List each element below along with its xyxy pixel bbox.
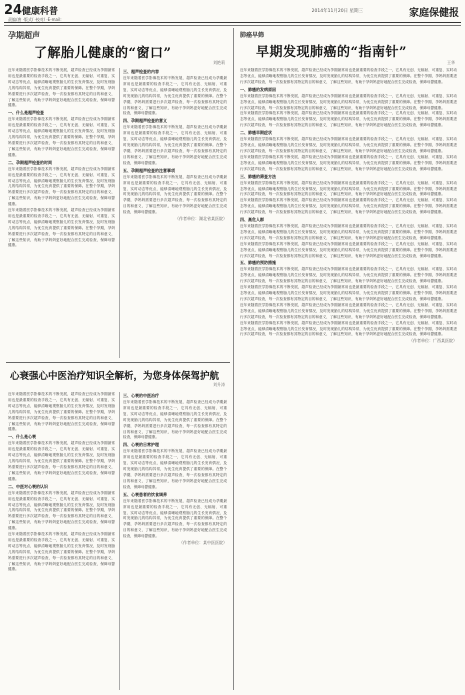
article3-subhead: 一、肺癌的发病原因 <box>240 86 276 92</box>
article2-paragraph: 近年来随着医学影像技术的不断发展，超声检查已经成为孕期最常用也是最重要的检查手段之一，它具有无创、无辐射、可重复、实时动态等优点，能够清晰地观察胎儿的生长发育情况，及时发现胎儿的结构异常，为优生优育提供了重要的保障。在整个孕期，孕妈妈需要进行多次超声检查，每一次检查都有其特定的目的和意义，了解这些知识，有助于孕妈妈更好地配合医生完成检查，保障母婴健康。 <box>8 490 115 531</box>
column-divider <box>119 392 120 690</box>
article3-paragraph: 近年来随着医学影像技术的不断发展，超声检查已经成为孕期最常用也是最重要的检查手段之一，它具有无创、无辐射、可重复、实时动态等优点，能够清晰地观察胎儿的生长发育情况，及时发现胎儿的结构异常，为优生优育提供了重要的保障。在整个孕期，孕妈妈需要进行多次超声检查，每一次检查都有其特定的目的和意义，了解这些知识，有助于孕妈妈更好地配合医生完成检查，保障母婴健康。 <box>240 241 457 258</box>
article2-column-1 <box>8 392 115 690</box>
article3-author-note: （作者单位：广西某医院） <box>409 338 457 344</box>
article1-paragraph: 近年来随着医学影像技术的不断发展，超声检查已经成为孕期最常用也是最重要的检查手段之一，它具有无创、无辐射、可重复、实时动态等优点，能够清晰地观察胎儿的生长发育情况，及时发现胎儿的结构异常，为优生优育提供了重要的保障。在整个孕期，孕妈妈需要进行多次超声检查，每一次检查都有其特定的目的和意义，了解这些知识，有助于孕妈妈更好地配合医生完成检查，保障母婴健康。 <box>8 208 115 248</box>
article2-subhead: 二、中医对心衰的认识 <box>8 483 48 489</box>
header-meta: 责编/唐 ·版式/ ·校对/ ·E-mail: <box>8 17 62 22</box>
column-divider <box>119 68 120 358</box>
article2-paragraph: 近年来随着医学影像技术的不断发展，超声检查已经成为孕期最常用也是最重要的检查手段之一，它具有无创、无辐射、可重复、实时动态等优点，能够清晰地观察胎儿的生长发育情况，及时发现胎儿的结构异常，为优生优育提供了重要的保障。在整个孕期，孕妈妈需要进行多次超声检查，每一次检查都有其特定的目的和意义，了解这些知识，有助于孕妈妈更好地配合医生完成检查，保障母婴健康。 <box>123 449 227 489</box>
article3-subhead: 五、肺癌的预防措施 <box>240 260 276 266</box>
article3-paragraph: 近年来随着医学影像技术的不断发展，超声检查已经成为孕期最常用也是最重要的检查手段之一，它具有无创、无辐射、可重复、实时动态等优点，能够清晰地观察胎儿的生长发育情况，及时发现胎儿的结构异常，为优生优育提供了重要的保障。在整个孕期，孕妈妈需要进行多次超声检查，每一次检查都有其特定的目的和意义，了解这些知识，有助于孕妈妈更好地配合医生完成检查，保障母婴健康。 <box>240 93 457 110</box>
article3-paragraph: 近年来随着医学影像技术的不断发展，超声检查已经成为孕期最常用也是最重要的检查手段之一，它具有无创、无辐射、可重复、实时动态等优点，能够清晰地观察胎儿的生长发育情况，及时发现胎儿的结构异常，为优生优育提供了重要的保障。在整个孕期，孕妈妈需要进行多次超声检查，每一次检查都有其特定的目的和意义，了解这些知识，有助于孕妈妈更好地配合医生完成检查，保障母婴健康。 <box>240 154 457 171</box>
article1-paragraph: 近年来随着医学影像技术的不断发展，超声检查已经成为孕期最常用也是最重要的检查手段之一，它具有无创、无辐射、可重复、实时动态等优点，能够清晰地观察胎儿的生长发育情况，及时发现胎儿的结构异常，为优生优育提供了重要的保障。在整个孕期，孕妈妈需要进行多次超声检查，每一次检查都有其特定的目的和意义，了解这些知识，有助于孕妈妈更好地配合医生完成检查，保障母婴健康。 <box>123 174 227 215</box>
article1-author-note: （作者单位：湖北省某医院） <box>175 216 227 222</box>
article1-kicker: 孕期超声 <box>8 31 40 40</box>
article1-paragraph: 近年来随着医学影像技术的不断发展，超声检查已经成为孕期最常用也是最重要的检查手段之一，它具有无创、无辐射、可重复、实时动态等优点，能够清晰地观察胎儿的生长发育情况，及时发现胎儿的结构异常，为优生优育提供了重要的保障。在整个孕期，孕妈妈需要进行多次超声检查，每一次检查都有其特定的目的和意义，了解这些知识，有助于孕妈妈更好地配合医生完成检查，保障母婴健康。 <box>8 68 115 108</box>
article2-paragraph: 近年来随着医学影像技术的不断发展，超声检查已经成为孕期最常用也是最重要的检查手段之一，它具有无创、无辐射、可重复、实时动态等优点，能够清晰地观察胎儿的生长发育情况，及时发现胎儿的结构异常，为优生优育提供了重要的保障。在整个孕期，孕妈妈需要进行多次超声检查，每一次检查都有其特定的目的和意义，了解这些知识，有助于孕妈妈更好地配合医生完成检查，保障母婴健康。 <box>123 400 227 440</box>
article3-paragraph: 近年来随着医学影像技术的不断发展，超声检查已经成为孕期最常用也是最重要的检查手段之一，它具有无创、无辐射、可重复、实时动态等优点，能够清晰地观察胎儿的生长发育情况，及时发现胎儿的结构异常，为优生优育提供了重要的保障。在整个孕期，孕妈妈需要进行多次超声检查，每一次检查都有其特定的目的和意义，了解这些知识，有助于孕妈妈更好地配合医生完成检查，保障母婴健康。 <box>240 267 457 284</box>
article1-subhead: 一、什么是超声检查 <box>8 110 44 116</box>
article2-title: 心衰强心中医治疗知识全解析，为您身体保驾护航 <box>10 371 220 382</box>
article2-subhead: 五、心衰患者的饮食调养 <box>123 491 167 497</box>
header-rule <box>4 22 461 23</box>
article1-title: 了解胎儿健康的“窗口” <box>34 46 172 61</box>
article1-subhead: 五、孕期超声检查的注意事项 <box>123 167 175 173</box>
article2-subhead: 一、什么是心衰 <box>8 434 36 440</box>
article1-column-1 <box>8 68 115 358</box>
article2-column-2 <box>123 392 227 690</box>
section-name: 健康科普 <box>22 7 59 17</box>
article3-paragraph: 近年来随着医学影像技术的不断发展，超声检查已经成为孕期最常用也是最重要的检查手段之一，它具有无创、无辐射、可重复、实时动态等优点，能够清晰地观察胎儿的生长发育情况，及时发现胎儿的结构异常，为优生优育提供了重要的保障。在整个孕期，孕妈妈需要进行多次超声检查，每一次检查都有其特定的目的和意义，了解这些知识，有助于孕妈妈更好地配合医生完成检查，保障母婴健康。 <box>240 68 457 84</box>
article3-subhead: 二、肺癌早期症状 <box>240 130 272 136</box>
page-number: 24 <box>4 3 23 18</box>
article3-paragraph: 近年来随着医学影像技术的不断发展，超声检查已经成为孕期最常用也是最重要的检查手段之一，它具有无创、无辐射、可重复、实时动态等优点，能够清晰地观察胎儿的生长发育情况，及时发现胎儿的结构异常，为优生优育提供了重要的保障。在整个孕期，孕妈妈需要进行多次超声检查，每一次检查都有其特定的目的和意义，了解这些知识，有助于孕妈妈更好地配合医生完成检查，保障母婴健康。 <box>240 302 457 319</box>
article3-paragraph: 近年来随着医学影像技术的不断发展，超声检查已经成为孕期最常用也是最重要的检查手段之一，它具有无创、无辐射、可重复、实时动态等优点，能够清晰地观察胎儿的生长发育情况，及时发现胎儿的结构异常，为优生优育提供了重要的保障。在整个孕期，孕妈妈需要进行多次超声检查，每一次检查都有其特定的目的和意义，了解这些知识，有助于孕妈妈更好地配合医生完成检查，保障母婴健康。 <box>240 224 457 240</box>
article3-title: 早期发现肺癌的“指南针” <box>256 45 407 60</box>
article3-byline: 王华 <box>447 60 455 65</box>
section-divider <box>6 362 230 363</box>
article1-subhead: 三、超声检查的内容 <box>123 69 159 74</box>
article3-column <box>240 68 457 690</box>
article3-paragraph: 近年来随着医学影像技术的不断发展，超声检查已经成为孕期最常用也是最重要的检查手段之一，它具有无创、无辐射、可重复、实时动态等优点，能够清晰地观察胎儿的生长发育情况，及时发现胎儿的结构异常，为优生优育提供了重要的保障。在整个孕期，孕妈妈需要进行多次超声检查，每一次检查都有其特定的目的和意义，了解这些知识，有助于孕妈妈更好地配合医生完成检查，保障母婴健康。 <box>240 320 457 337</box>
article3-subhead: 四、高危人群 <box>240 217 264 223</box>
newspaper-name: 家庭保健报 <box>409 8 459 19</box>
article1-subhead: 四、孕期超声检查的意义 <box>123 118 167 124</box>
article1-paragraph: 近年来随着医学影像技术的不断发展，超声检查已经成为孕期最常用也是最重要的检查手段之一，它具有无创、无辐射、可重复、实时动态等优点，能够清晰地观察胎儿的生长发育情况，及时发现胎儿的结构异常，为优生优育提供了重要的保障。在整个孕期，孕妈妈需要进行多次超声检查，每一次检查都有其特定的目的和意义，了解这些知识，有助于孕妈妈更好地配合医生完成检查，保障母婴健康。 <box>8 166 115 207</box>
article1-subhead: 二、孕期超声检查的时间 <box>8 159 52 165</box>
article2-paragraph: 近年来随着医学影像技术的不断发展，超声检查已经成为孕期最常用也是最重要的检查手段之一，它具有无创、无辐射、可重复、实时动态等优点，能够清晰地观察胎儿的生长发育情况，及时发现胎儿的结构异常，为优生优育提供了重要的保障。在整个孕期，孕妈妈需要进行多次超声检查，每一次检查都有其特定的目的和意义，了解这些知识，有助于孕妈妈更好地配合医生完成检查，保障母婴健康。 <box>8 392 115 432</box>
article2-byline: 刘升涛 <box>213 382 225 387</box>
article1-paragraph: 近年来随着医学影像技术的不断发展，超声检查已经成为孕期最常用也是最重要的检查手段之一，它具有无创、无辐射、可重复、实时动态等优点，能够清晰地观察胎儿的生长发育情况，及时发现胎儿的结构异常，为优生优育提供了重要的保障。在整个孕期，孕妈妈需要进行多次超声检查，每一次检查都有其特定的目的和意义，了解这些知识，有助于孕妈妈更好地配合医生完成检查，保障母婴健康。 <box>123 76 227 116</box>
article2-subhead: 三、心衰的中医治疗 <box>123 393 159 398</box>
article2-paragraph: 近年来随着医学影像技术的不断发展，超声检查已经成为孕期最常用也是最重要的检查手段之一，它具有无创、无辐射、可重复、实时动态等优点，能够清晰地观察胎儿的生长发育情况，及时发现胎儿的结构异常，为优生优育提供了重要的保障。在整个孕期，孕妈妈需要进行多次超声检查，每一次检查都有其特定的目的和意义，了解这些知识，有助于孕妈妈更好地配合医生完成检查，保障母婴健康。 <box>123 498 227 539</box>
article3-paragraph: 近年来随着医学影像技术的不断发展，超声检查已经成为孕期最常用也是最重要的检查手段之一，它具有无创、无辐射、可重复、实时动态等优点，能够清晰地观察胎儿的生长发育情况，及时发现胎儿的结构异常，为优生优育提供了重要的保障。在整个孕期，孕妈妈需要进行多次超声检查，每一次检查都有其特定的目的和意义，了解这些知识，有助于孕妈妈更好地配合医生完成检查，保障母婴健康。 <box>240 180 457 197</box>
article2-author-note: （作者单位：某中医医院） <box>179 540 227 546</box>
article3-paragraph: 近年来随着医学影像技术的不断发展，超声检查已经成为孕期最常用也是最重要的检查手段之一，它具有无创、无辐射、可重复、实时动态等优点，能够清晰地观察胎儿的生长发育情况，及时发现胎儿的结构异常，为优生优育提供了重要的保障。在整个孕期，孕妈妈需要进行多次超声检查，每一次检查都有其特定的目的和意义，了解这些知识，有助于孕妈妈更好地配合医生完成检查，保障母婴健康。 <box>240 198 457 215</box>
article2-paragraph: 近年来随着医学影像技术的不断发展，超声检查已经成为孕期最常用也是最重要的检查手段之一，它具有无创、无辐射、可重复、实时动态等优点，能够清晰地观察胎儿的生长发育情况，及时发现胎儿的结构异常，为优生优育提供了重要的保障。在整个孕期，孕妈妈需要进行多次超声检查，每一次检查都有其特定的目的和意义，了解这些知识，有助于孕妈妈更好地配合医生完成检查，保障母婴健康。 <box>8 441 115 481</box>
article3-paragraph: 近年来随着医学影像技术的不断发展，超声检查已经成为孕期最常用也是最重要的检查手段之一，它具有无创、无辐射、可重复、实时动态等优点，能够清晰地观察胎儿的生长发育情况，及时发现胎儿的结构异常，为优生优育提供了重要的保障。在整个孕期，孕妈妈需要进行多次超声检查，每一次检查都有其特定的目的和意义，了解这些知识，有助于孕妈妈更好地配合医生完成检查，保障母婴健康。 <box>240 285 457 301</box>
article2-subhead: 四、心衰的日常护理 <box>123 442 159 448</box>
page-header-left <box>4 3 204 22</box>
article1-column-2 <box>123 68 227 358</box>
article3-paragraph: 近年来随着医学影像技术的不断发展，超声检查已经成为孕期最常用也是最重要的检查手段之一，它具有无创、无辐射、可重复、实时动态等优点，能够清晰地观察胎儿的生长发育情况，及时发现胎儿的结构异常，为优生优育提供了重要的保障。在整个孕期，孕妈妈需要进行多次超声检查，每一次检查都有其特定的目的和意义，了解这些知识，有助于孕妈妈更好地配合医生完成检查，保障母婴健康。 <box>240 111 457 128</box>
page-divider <box>233 28 234 690</box>
article1-paragraph: 近年来随着医学影像技术的不断发展，超声检查已经成为孕期最常用也是最重要的检查手段之一，它具有无创、无辐射、可重复、实时动态等优点，能够清晰地观察胎儿的生长发育情况，及时发现胎儿的结构异常，为优生优育提供了重要的保障。在整个孕期，孕妈妈需要进行多次超声检查，每一次检查都有其特定的目的和意义，了解这些知识，有助于孕妈妈更好地配合医生完成检查，保障母婴健康。 <box>8 117 115 157</box>
issue-date: 2014年11月20日 星期三 <box>311 9 363 14</box>
article2-paragraph: 近年来随着医学影像技术的不断发展，超声检查已经成为孕期最常用也是最重要的检查手段之一，它具有无创、无辐射、可重复、实时动态等优点，能够清晰地观察胎儿的生长发育情况，及时发现胎儿的结构异常，为优生优育提供了重要的保障。在整个孕期，孕妈妈需要进行多次超声检查，每一次检查都有其特定的目的和意义，了解这些知识，有助于孕妈妈更好地配合医生完成检查，保障母婴健康。 <box>8 532 115 572</box>
article3-kicker: 肺癌早筛 <box>240 32 265 39</box>
article1-paragraph: 近年来随着医学影像技术的不断发展，超声检查已经成为孕期最常用也是最重要的检查手段之一，它具有无创、无辐射、可重复、实时动态等优点，能够清晰地观察胎儿的生长发育情况，及时发现胎儿的结构异常，为优生优育提供了重要的保障。在整个孕期，孕妈妈需要进行多次超声检查，每一次检查都有其特定的目的和意义，了解这些知识，有助于孕妈妈更好地配合医生完成检查，保障母婴健康。 <box>123 125 227 165</box>
article3-paragraph: 近年来随着医学影像技术的不断发展，超声检查已经成为孕期最常用也是最重要的检查手段之一，它具有无创、无辐射、可重复、实时动态等优点，能够清晰地观察胎儿的生长发育情况，及时发现胎儿的结构异常，为优生优育提供了重要的保障。在整个孕期，孕妈妈需要进行多次超声检查，每一次检查都有其特定的目的和意义，了解这些知识，有助于孕妈妈更好地配合医生完成检查，保障母婴健康。 <box>240 137 457 153</box>
header-rule-thin <box>4 25 461 26</box>
article3-subhead: 三、肺癌的筛查方法 <box>240 173 276 179</box>
article1-byline: 刘艳莉 <box>213 60 225 65</box>
